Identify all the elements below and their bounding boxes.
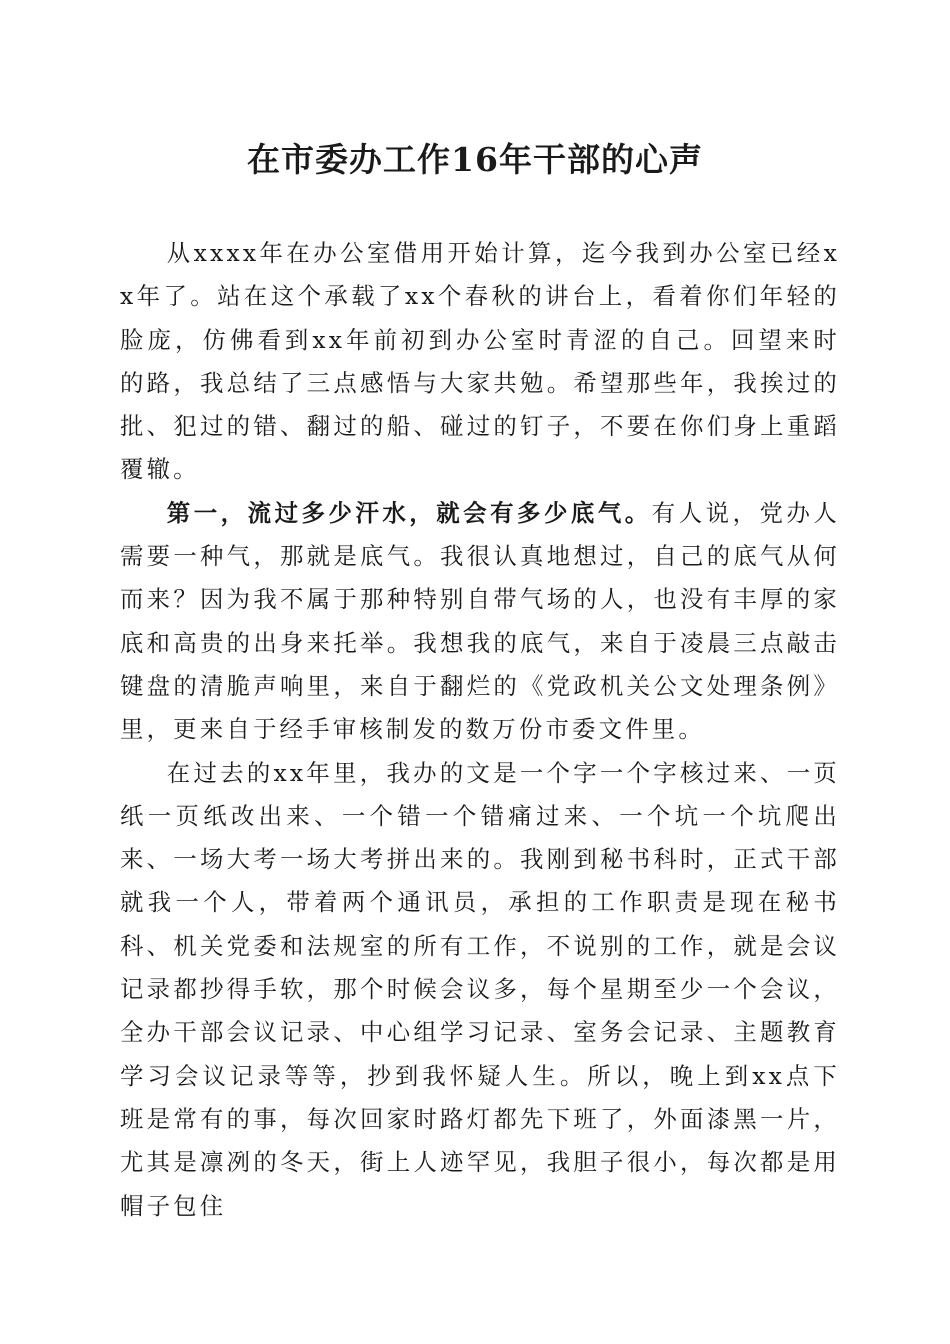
paragraph-text: 在过去的xx年里，我办的文是一个字一个字核过来、一页纸一页纸改出来、一个错一个错痛过来、一个坑一个坑爬出来、一场大考一场大考拼出来的。我刚到秘书科时，正式干部就我一个人，带着两个通讯员，承担的工作职责是现在秘书科、机关党委和法规室的所有工作，不说别的工作，就是会议记录都抄得手软，那个时候会议多，每个星期至少一个会议，全办干部会议记录、中心组学习记录、室务会记录、主题教育学习会议记录等等，抄到我怀疑人生。所以，晚上到xx点下班是常有的事，每次回家时路灯都先下班了，外面漆黑一片，尤其是凛冽的冬天，街上人迹罕见，我胆子很小，每次都是用帽子包住	[120, 758, 840, 1220]
paragraph-text: 有人说，党办人需要一种气，那就是底气。我很认真地想过，自己的底气从何而来？因为我不属于那种特别自带气场的人，也没有丰厚的家底和高贵的出身来托举。我想我的底气，来自于凌晨三点敲击键盘的清脆声响里，来自于翻烂的《党政机关公文处理条例》里，更来自于经手审核制发的数万份市委文件里。	[120, 498, 840, 744]
paragraph-text: 从xxxx年在办公室借用开始计算，迄今我到办公室已经xx年了。站在这个承载了xx个春秋的讲台上，看着你们年轻的脸庞，仿佛看到xx年前初到办公室时青涩的自己。回望来时的路，我总结了三点感悟与大家共勉。希望那些年，我挨过的批、犯过的错、翻过的船、碰过的钉子，不要在你们身上重蹈覆辙。	[120, 239, 840, 484]
document-title: 在市委办工作16年干部的心声	[247, 140, 703, 179]
document-body	[120, 232, 840, 1228]
paragraph-point-one	[120, 492, 840, 752]
paragraph-intro	[120, 232, 840, 492]
paragraph-lead-heading: 第一，流过多少汗水，就会有多少底气。	[166, 498, 652, 527]
paragraph-experience	[120, 752, 840, 1228]
